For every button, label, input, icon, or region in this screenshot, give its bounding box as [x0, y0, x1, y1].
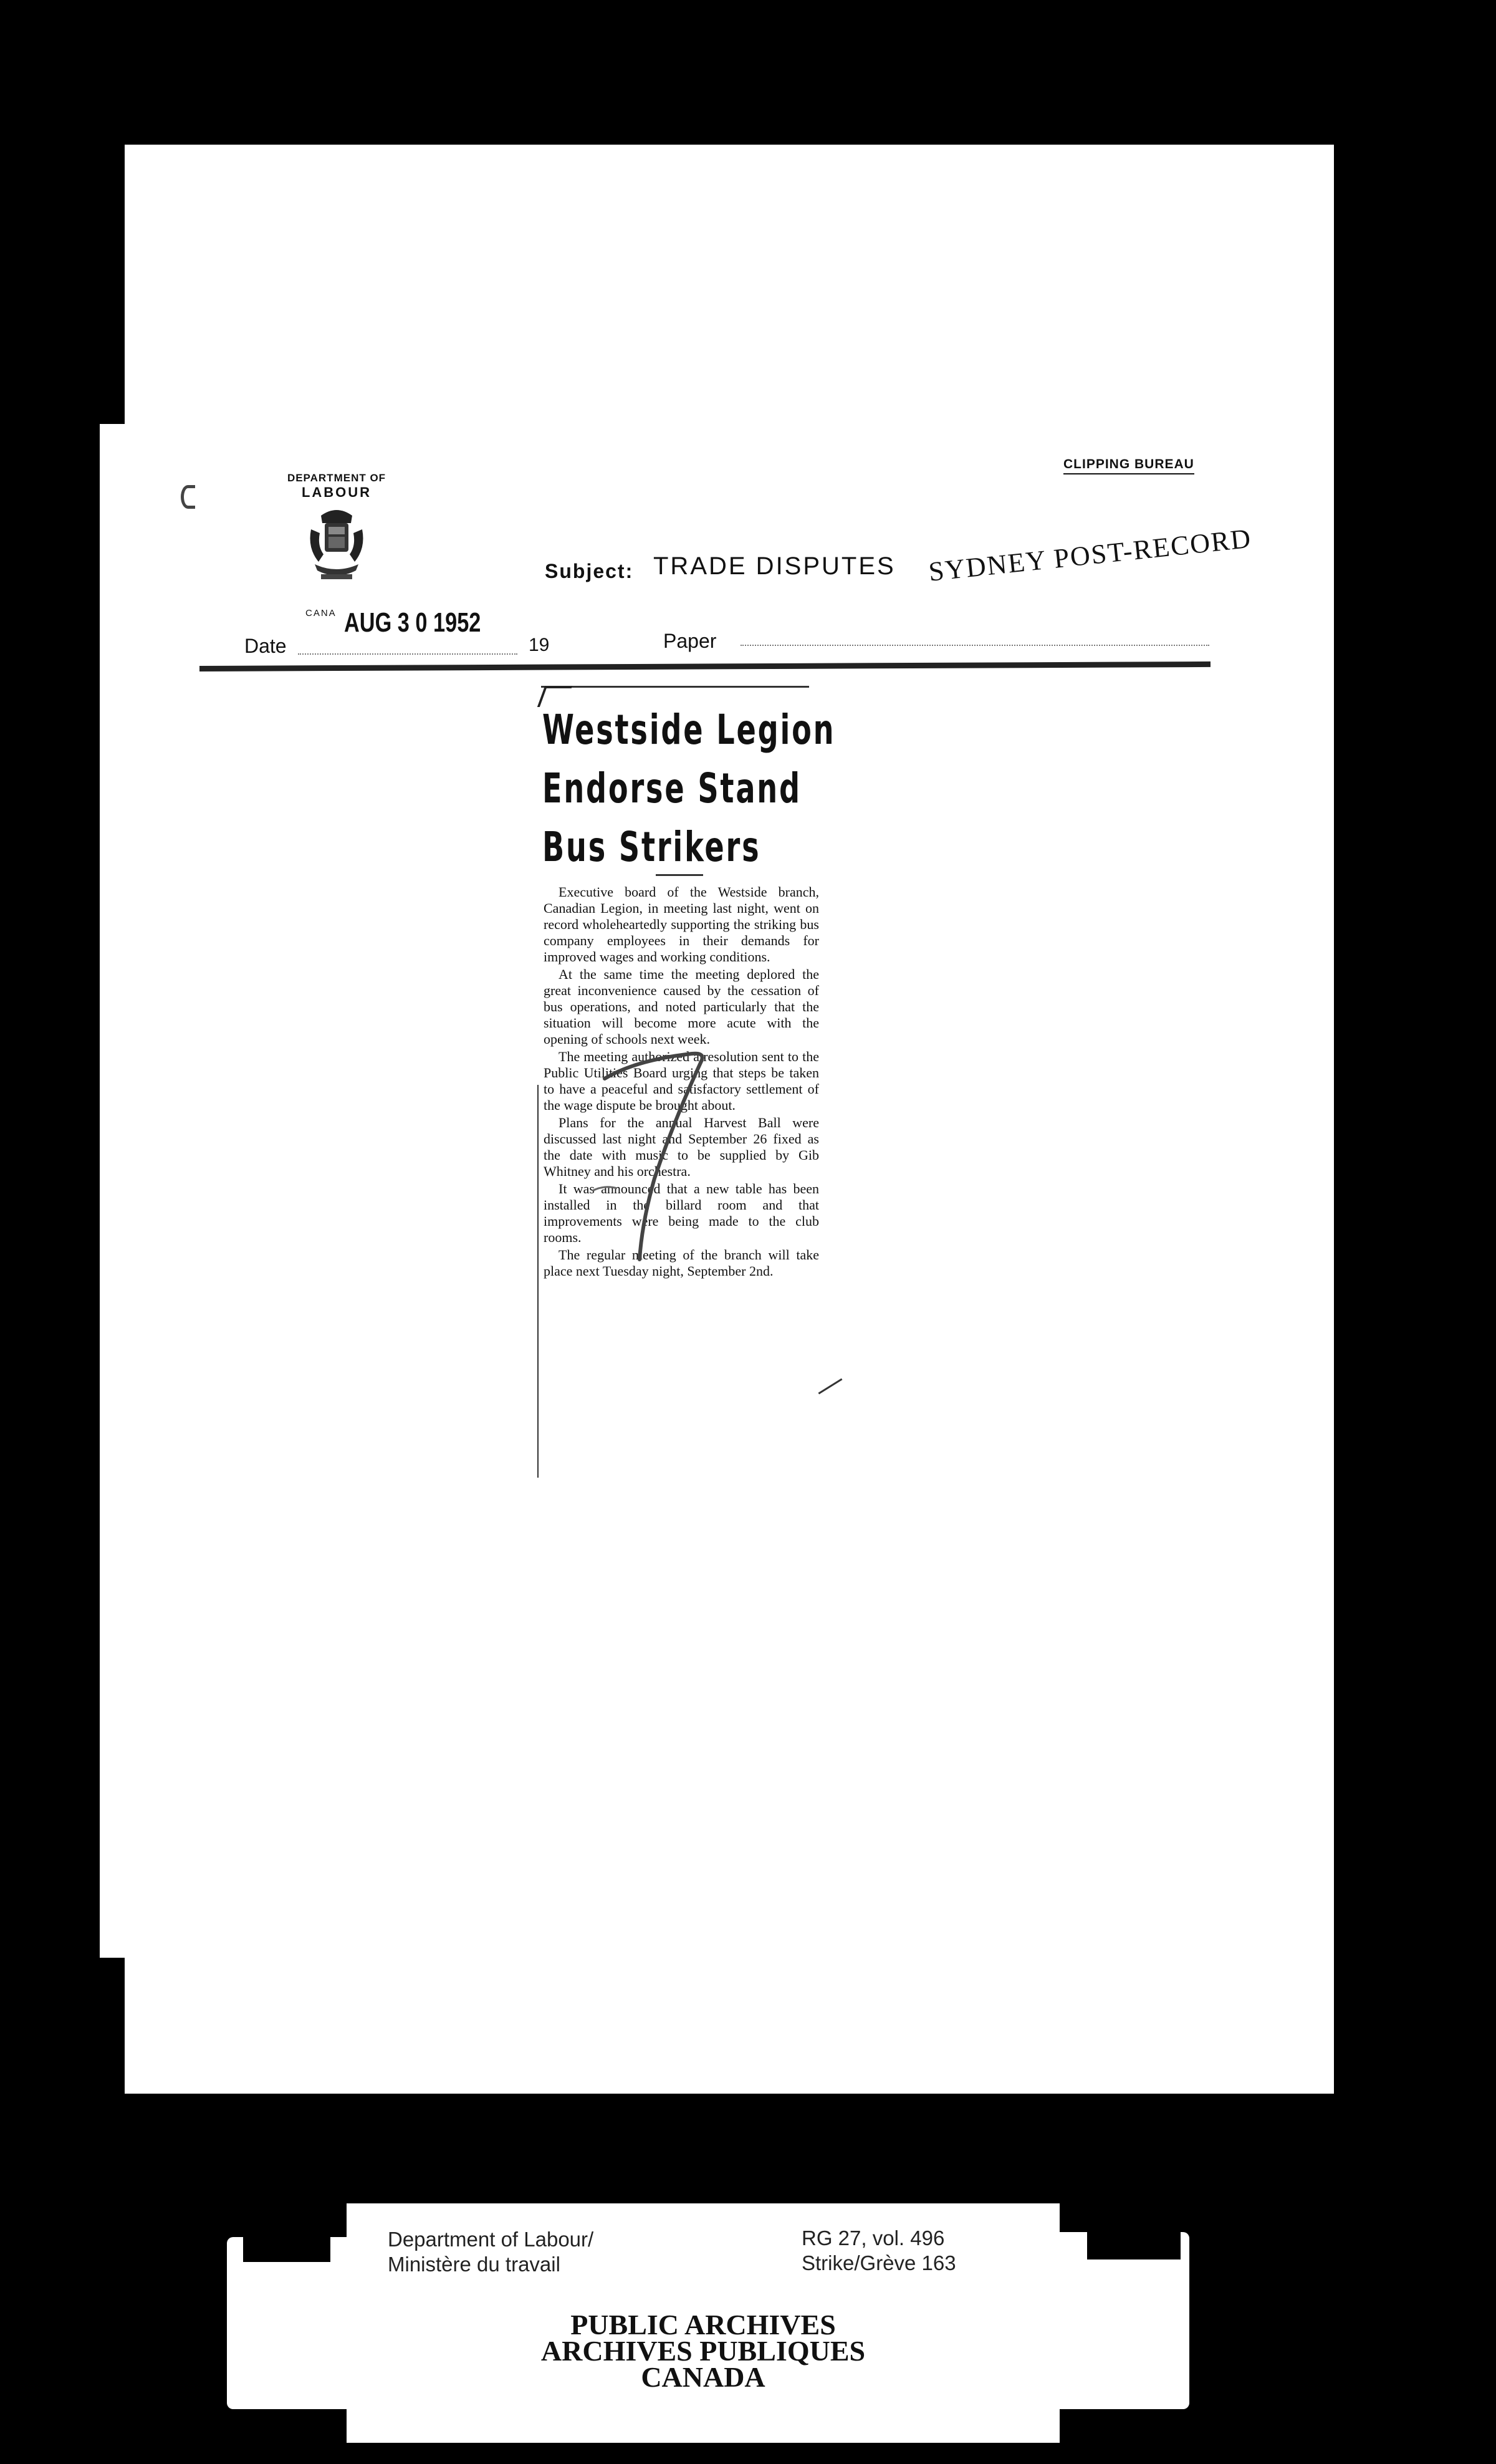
clipping-bureau-label: CLIPPING BUREAU [1063, 457, 1194, 474]
article-paragraph: Plans for the annual Harvest Ball were discussed last night and September 26 fixed as the date with music to be supplied by Gib Whitney and his orchestra. [544, 1115, 819, 1179]
sheet-edge [100, 424, 137, 1958]
archive-department-french: Ministère du travail [388, 2253, 560, 2276]
tab-cutout [243, 2237, 330, 2262]
headline [542, 701, 836, 877]
paper-dotted-line [741, 645, 1209, 646]
archives-title-french: ARCHIVES PUBLIQUES [540, 2335, 866, 2367]
article-paragraph: The regular meeting of the branch will take place next Tuesday night, September 2nd. [544, 1247, 819, 1279]
subject-label: Subject: [545, 560, 634, 582]
archives-title-country: CANADA [641, 2361, 765, 2393]
article-paragraph: At the same time the meeting deplored the great inconvenience caused by the cessation of bus operations, and noted particularly that the situation will become more acute with the opening of schools next week. [544, 966, 819, 1047]
archive-record-group: RG 27, vol. 496 [802, 2226, 945, 2250]
date-dotted-line [298, 653, 517, 655]
handwritten-number-mark [580, 1035, 742, 1272]
paper-label: Paper [663, 630, 717, 652]
clipping-left-rule [537, 1085, 539, 1478]
department-of-label: DEPARTMENT OF [287, 472, 386, 484]
headline-divider [656, 874, 703, 876]
archives-title-english: PUBLIC ARCHIVES [570, 2309, 836, 2341]
archive-strike-number: Strike/Grève 163 [802, 2251, 956, 2274]
article-paragraph: It was announced that a new table has been installed in the billard room and that improvements were being made to the club rooms. [544, 1181, 819, 1245]
label-card-left-tab [227, 2237, 352, 2409]
date-label: Date [244, 635, 287, 657]
archive-department-english: Department of Labour/ [388, 2228, 594, 2251]
labour-label: LABOUR [301, 484, 372, 500]
headline-line: Bus Strikers [542, 823, 761, 871]
coat-of-arms-icon [302, 504, 371, 585]
archives-title [347, 2309, 1060, 2393]
archive-department [388, 2227, 593, 2277]
newspaper-name-stamp: SYDNEY POST-RECORD [927, 522, 1254, 587]
canada-label: CANA [305, 608, 337, 618]
clipping-top-rule [541, 686, 809, 688]
headline-line: Westside Legion [542, 706, 836, 754]
year-prefix: 19 [529, 635, 550, 655]
headline-line: Endorse Stand [542, 764, 802, 812]
department-header [274, 472, 399, 585]
date-stamp: AUG 3 0 1952 [344, 607, 481, 638]
archive-reference [802, 2226, 956, 2276]
subject-value: TRADE DISPUTES [653, 552, 896, 580]
article-paragraph: The meeting authorized a resolution sent to the Public Utilities Board urging that steps be taken to have a peaceful and satisfactory settlement of the wage dispute be brought about. [544, 1049, 819, 1113]
tab-cutout [1087, 2232, 1181, 2259]
article-paragraph: Executive board of the Westside branch, Canadian Legion, in meeting last night, went on record wholeheartedly supporting the striking bus company employees in their demands for improved wages and working conditions. [544, 884, 819, 965]
binder-hole-mark [181, 485, 195, 509]
